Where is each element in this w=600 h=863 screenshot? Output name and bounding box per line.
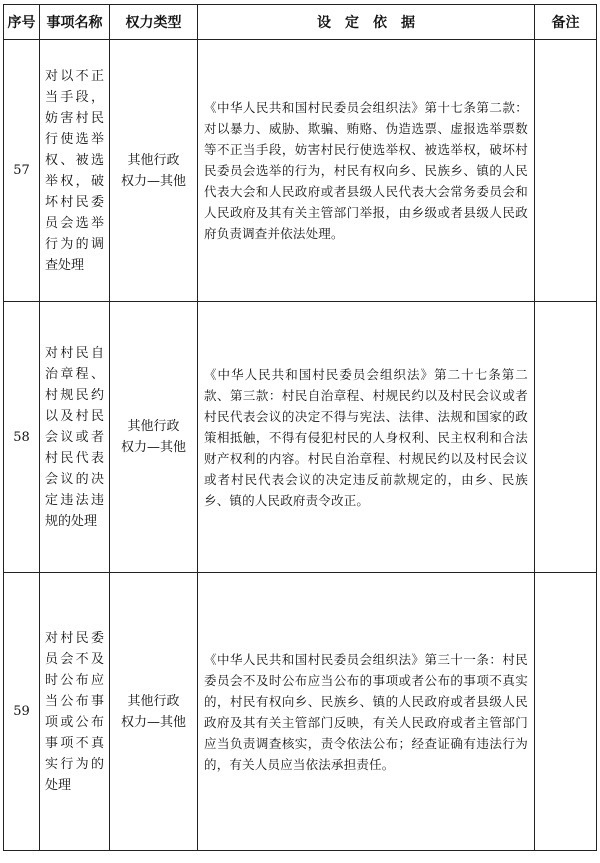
remark xyxy=(535,40,597,302)
power-type xyxy=(110,302,198,573)
power-type xyxy=(110,40,198,302)
power-type-line2: 权力—其他 xyxy=(120,714,186,730)
header-legal-basis: 设 定 依 据 xyxy=(198,5,535,40)
power-type-line1: 其他行政 xyxy=(127,693,180,709)
item-name: 对村民委员会不及时公布应当公布事项或公布事项不真实行为的处理 xyxy=(40,573,110,851)
serial-number: 57 xyxy=(4,40,40,302)
serial-number: 59 xyxy=(4,573,40,851)
serial-number: 58 xyxy=(4,302,40,573)
header-remark: 备注 xyxy=(535,5,597,40)
remark xyxy=(535,573,597,851)
power-list-table xyxy=(3,4,597,851)
power-type-line2: 权力—其他 xyxy=(120,440,186,455)
table-row xyxy=(4,302,597,573)
header-row xyxy=(4,5,597,40)
power-type-line1: 其他行政 xyxy=(127,419,180,434)
remark xyxy=(535,302,597,573)
item-name: 对以不正当手段，妨害村民行使选举权、被选举权，破坏村民委员会选举行为的调查处理 xyxy=(40,40,110,302)
item-name: 对村民自治章程、村规民约以及村民会议或者村民代表会议的决定违法违规的处理 xyxy=(40,302,110,573)
legal-basis: 《中华人民共和国村民委员会组织法》第三十一条：村民委员会不及时公布应当公布的事项或者公布的事项不真实的，村民有权向乡、民族乡、镇的人民政府或者县级人民政府及其有关主管部门反映，有关人民政府或者主管部门应当负责调查核实，责令依法公布；经查证确有违法行为的，有关人员应当依法承担责任。 xyxy=(198,573,535,851)
header-item-name: 事项名称 xyxy=(40,5,110,40)
power-type xyxy=(110,573,198,851)
table-row xyxy=(4,573,597,851)
legal-basis: 《中华人民共和国村民委员会组织法》第十七条第二款：对以暴力、威胁、欺骗、贿赂、伪造选票、虚报选举票数等不正当手段，妨害村民行使选举权、被选举权，破坏村民委员会选举的行为，村民有权向乡、民族乡、镇的人民代表大会和人民政府或者县级人民代表大会常务委员会和人民政府及其有关主管部门举报，由乡级或者县级人民政府负责调查并依法处理。 xyxy=(198,40,535,302)
power-type-line2: 权力—其他 xyxy=(120,173,186,189)
power-type-line1: 其他行政 xyxy=(127,152,180,168)
table-row xyxy=(4,40,597,302)
header-serial-number: 序号 xyxy=(4,5,40,40)
legal-basis: 《中华人民共和国村民委员会组织法》第二十七条第二款、第三款：村民自治章程、村规民约以及村民会议或者村民代表会议的决定不得与宪法、法律、法规和国家的政策相抵触，不得有侵犯村民的人身权利、民主权利和合法财产权利的内容。村民自治章程、村规民约以及村民会议或者村民代表会议的决定违反前款规定的，由乡、民族乡、镇的人民政府责令改正。 xyxy=(198,302,535,573)
header-power-type: 权力类型 xyxy=(110,5,198,40)
